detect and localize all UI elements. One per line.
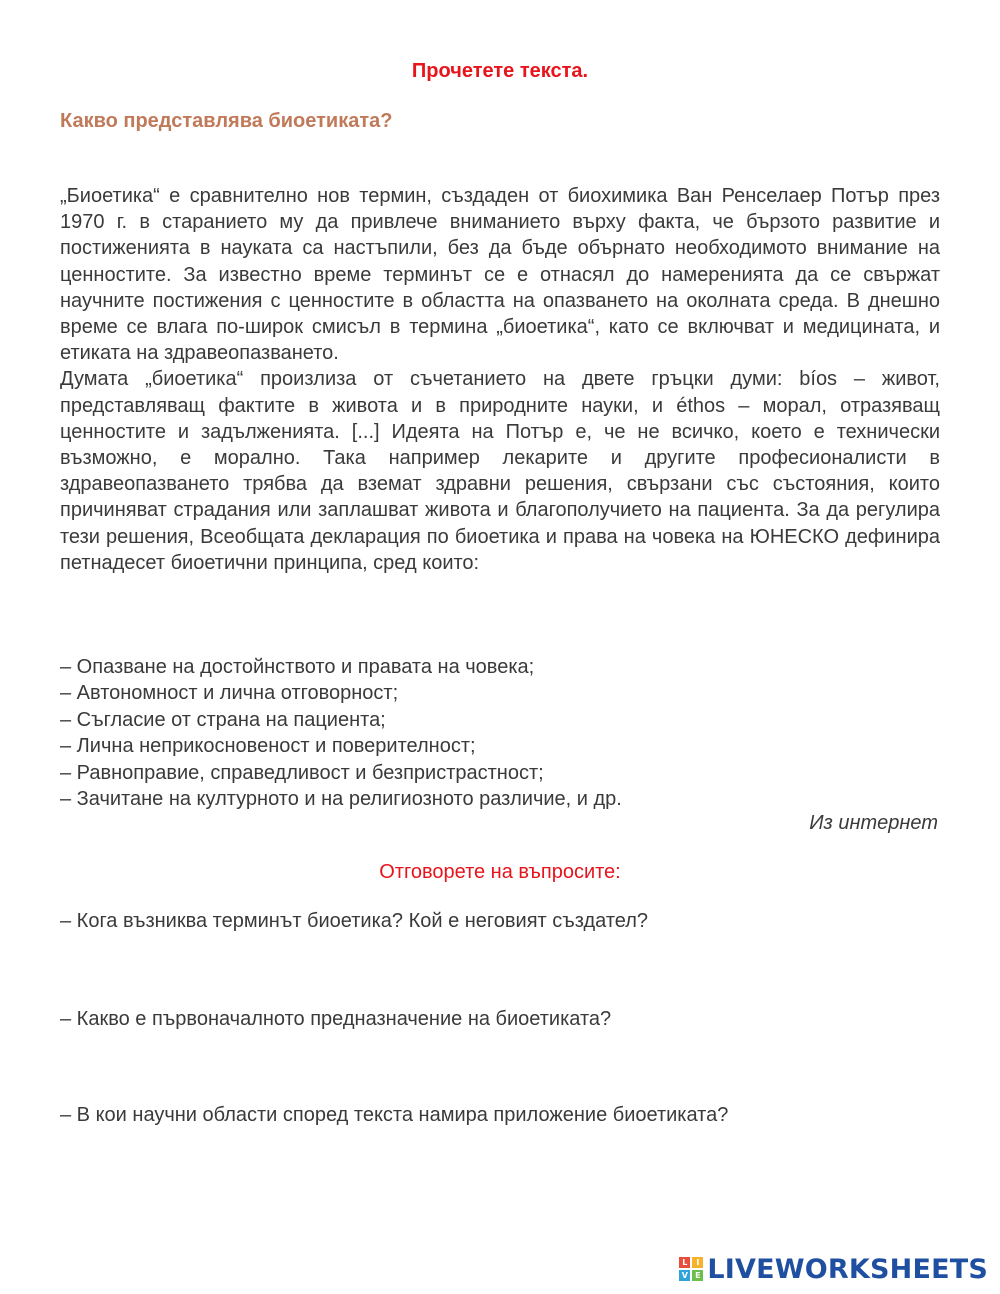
- list-item: – Опазване на достойнството и правата на човека;: [60, 656, 535, 678]
- question-3: – В кои научни области според текста намира приложение биоетиката?: [60, 1104, 729, 1126]
- question-1: – Кога възниква терминът биоетика? Кой е неговият създател?: [60, 910, 649, 932]
- logo-letter: E: [692, 1270, 703, 1281]
- list-item: – Съгласие от страна на пациента;: [60, 708, 386, 731]
- principles-list: [60, 654, 940, 812]
- list-item: – Лична неприкосновеност и поверителност;: [60, 735, 476, 758]
- read-instruction: Прочетете текста.: [411, 60, 589, 82]
- logo-letter: L: [679, 1257, 690, 1268]
- paragraph-2: Думата „биоетика“ произлиза от съчетанието на двете гръцки думи: bíos – живот, представляващ фактите в живота и в природните науки, и éthos – морал, отразяващ ценностите и задълженията. [...] Идеята на Потър е, че не всичко, което е технически възможно, е морално. Така например лекарите и другите професионалисти в здравеопазването трябва да вземат здравни решения, свързани със състояния, които причиняват страдания или заплашват живота и благополучието на пациента. За да регулира тези решения, Всеобщата декларация по биоетика и права на човека на ЮНЕСКО дефинира петнадесет биоетични принципа, сред които:: [60, 368, 940, 574]
- source-attribution: Из интернет: [809, 812, 938, 834]
- article-body: [60, 183, 940, 576]
- logo-letter: V: [679, 1270, 690, 1281]
- paragraph-1: „Биоетика“ е сравнително нов термин, създаден от биохимика Ван Ренселаер Потър през 1970 г. в старанието му да привлече вниманието върху факта, че бързото развитие и постиженията в науката са настъпили, без да бъде обърнато необходимото внимание на ценностите. За известно време терминът се е отнасял до намеренията да се свържат научните постижения с ценностите в областта на опазването на околната среда. В днешно време се влага по-широк смисъл в термина „биоетика“, като се включват и медицината, и етиката на здравеопазването.: [60, 185, 940, 365]
- liveworksheets-logo-icon: [679, 1257, 703, 1281]
- liveworksheets-brand[interactable]: [679, 1254, 988, 1284]
- brand-name: LIVEWORKSHEETS: [707, 1253, 988, 1285]
- page-title: Какво представлява биоетиката?: [60, 110, 393, 132]
- questions-instruction: Отговорете на въпросите:: [379, 861, 621, 883]
- question-2: – Какво е първоначалното предназначение на биоетиката?: [60, 1008, 612, 1030]
- list-item: – Автономност и лична отговорност;: [60, 682, 399, 705]
- logo-letter: I: [692, 1257, 703, 1268]
- list-item: – Равноправие, справедливост и безпристрастност;: [60, 761, 544, 784]
- list-item: – Зачитане на културното и на религиозното различие, и др.: [60, 788, 622, 811]
